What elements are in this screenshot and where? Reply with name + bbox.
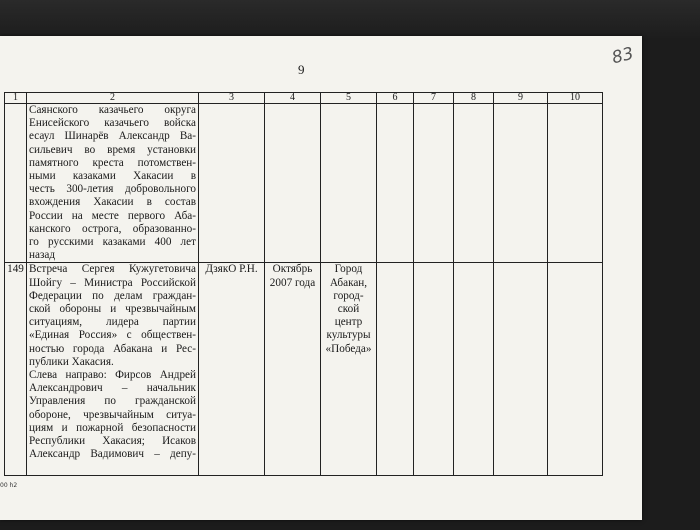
row-cell-9 [494, 263, 548, 476]
row-date: Октябрь 2007 года [265, 263, 321, 476]
col-header-10: 10 [548, 93, 603, 104]
handwritten-mark: 83 [609, 43, 636, 69]
row-cell-6 [377, 263, 414, 476]
row-description [27, 263, 199, 476]
description-line: Александрович – начальник [29, 382, 196, 395]
place-line: Город [334, 263, 363, 276]
description-line: Александр Вадимович – депу- [29, 448, 196, 461]
description-line: го русскими казаками 400 лет [29, 236, 196, 249]
description-line: циям и пожарной безопасности [29, 421, 196, 434]
description-line: есаул Шинарёв Александр Ва- [29, 130, 196, 143]
row-author: ДзякО Р.Н. [199, 263, 265, 476]
register-table [4, 92, 603, 476]
row-cell-8 [454, 104, 494, 263]
description-line: Енисейского казачьего войска [29, 117, 196, 130]
col-header-2: 2 [27, 93, 199, 104]
table-row [5, 104, 603, 263]
row-author [199, 104, 265, 263]
col-header-8: 8 [454, 93, 494, 104]
col-header-5: 5 [321, 93, 377, 104]
description-line: публики Хакасия. [29, 355, 114, 368]
description-line: сильевич во время установки [29, 143, 196, 156]
row-cell-10 [548, 104, 603, 263]
row-cell-9 [494, 104, 548, 263]
page-number: 9 [298, 62, 305, 77]
description-line: назад [29, 249, 56, 262]
row-description [27, 104, 199, 263]
place-line: город- [333, 289, 364, 302]
description-line: ностью города Абакана и Рес- [29, 342, 196, 355]
description-line: «Единая Россия» с обществен- [29, 329, 196, 342]
description-line: обороне, чрезвычайным ситуа- [29, 408, 196, 421]
col-header-1: 1 [5, 93, 27, 104]
table-row [5, 263, 603, 476]
description-line: России на месте первого Аба- [29, 209, 196, 222]
col-header-3: 3 [199, 93, 265, 104]
description-line: Федерации по делам граждан- [29, 289, 196, 302]
row-cell-7 [414, 263, 454, 476]
description-line: ситуациям, лидера партии [29, 316, 196, 329]
description-line: ными казаками Хакасии в [29, 170, 196, 183]
place-line: культуры [326, 329, 371, 342]
row-cell-7 [414, 104, 454, 263]
row-number [5, 104, 27, 263]
row-cell-10 [548, 263, 603, 476]
scan-background [0, 0, 700, 40]
col-header-4: 4 [265, 93, 321, 104]
row-number: 149 [5, 263, 27, 476]
place-line: «Победа» [325, 342, 372, 355]
header-row [5, 93, 603, 104]
place-line: ской [337, 303, 360, 316]
description-line: канского острога, образованно- [29, 222, 196, 235]
description-line: Шойгу – Министра Российской [29, 276, 196, 289]
description-line: Встреча Сергея Кужугетовича [29, 263, 196, 276]
row-date [265, 104, 321, 263]
description-line: Республики Хакасия; Исаков [29, 435, 196, 448]
place-line: Абакан, [329, 276, 368, 289]
row-place [321, 263, 377, 476]
margin-code: 00 h2 [0, 482, 18, 489]
place-line: центр [334, 316, 363, 329]
col-header-9: 9 [494, 93, 548, 104]
row-place [321, 104, 377, 263]
description-line: Саянского казачьего округа [29, 104, 196, 116]
row-cell-8 [454, 263, 494, 476]
description-line: ской обороны и чрезвычайным [29, 303, 196, 316]
description-line: Управления по гражданской [29, 395, 196, 408]
description-line: вхождения Хакасии в состав [29, 196, 196, 209]
document-page [0, 36, 642, 520]
description-line: честь 300-летия добровольного [29, 183, 196, 196]
row-cell-6 [377, 104, 414, 263]
col-header-7: 7 [414, 93, 454, 104]
description-line: памятного креста потомствен- [29, 156, 196, 169]
col-header-6: 6 [377, 93, 414, 104]
description-line: Слева направо: Фирсов Андрей [29, 369, 196, 382]
